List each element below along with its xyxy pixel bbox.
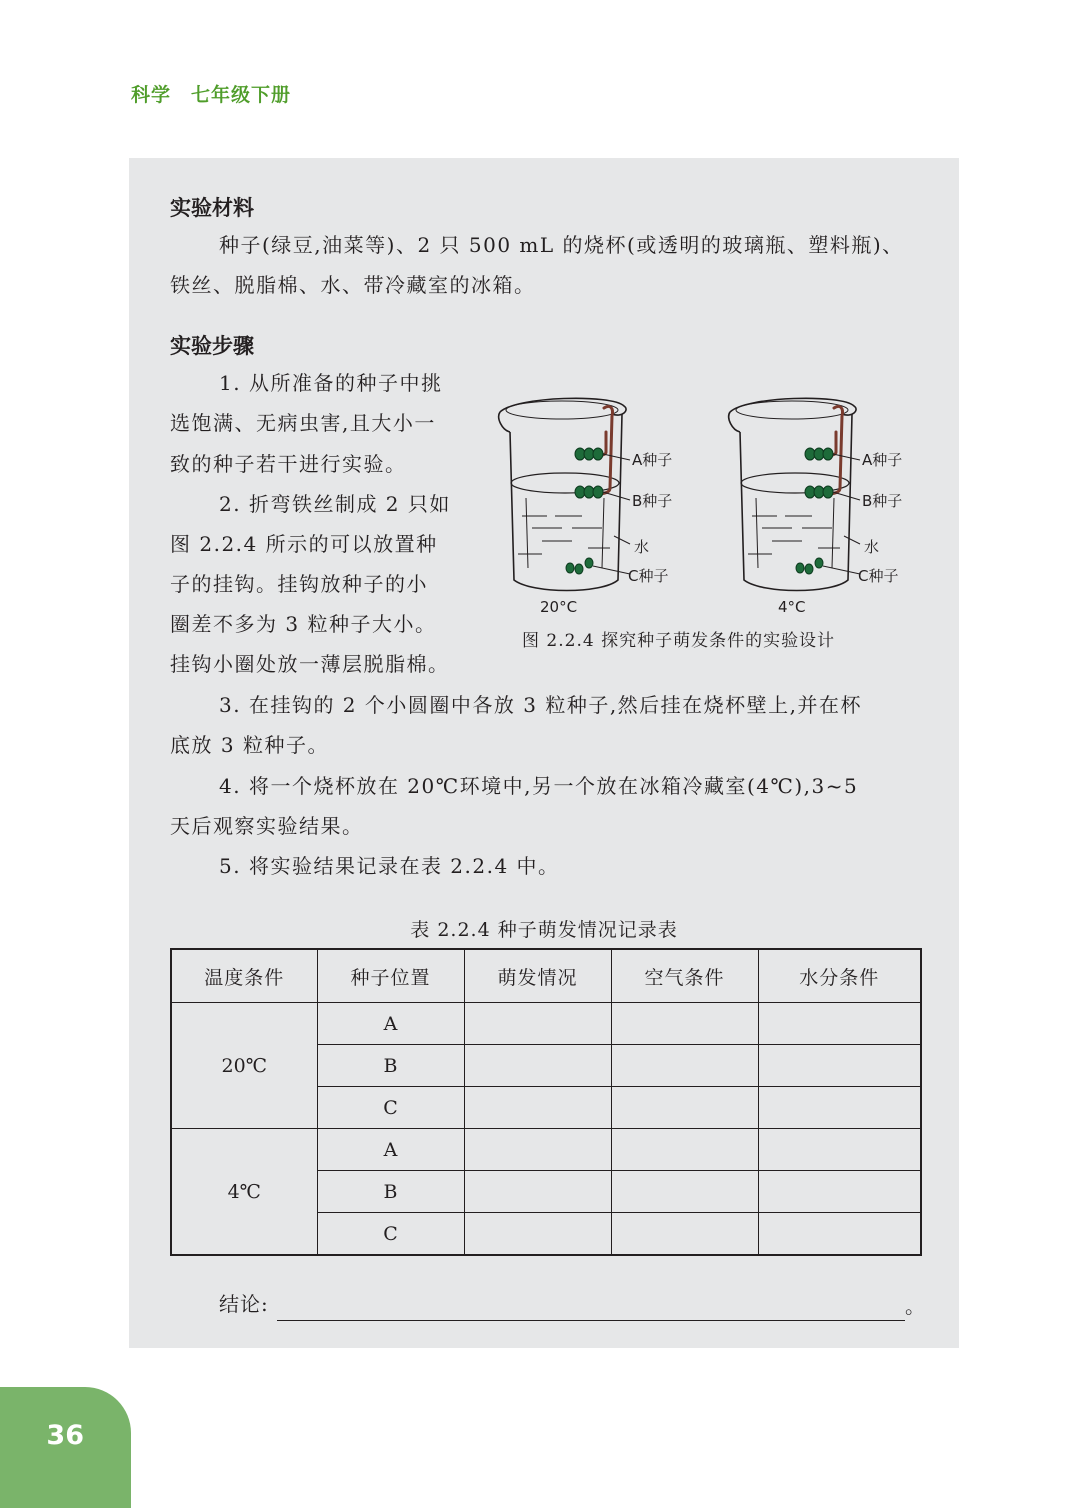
blank-cell[interactable]: [611, 1213, 758, 1256]
blank-cell[interactable]: [758, 1171, 921, 1213]
blank-cell[interactable]: [464, 1171, 611, 1213]
blank-cell[interactable]: [611, 1003, 758, 1045]
label-b-right: B种子: [862, 492, 903, 510]
running-header: [131, 80, 291, 107]
label-c-left: C种子: [628, 567, 669, 585]
seeds-left: [566, 448, 603, 574]
position-cell: B: [317, 1171, 464, 1213]
step5-line: 5. 将实验结果记录在表 2.2.4 中。: [219, 854, 560, 878]
blank-cell[interactable]: [611, 1087, 758, 1129]
seed-c: [585, 558, 593, 568]
blank-cell[interactable]: [611, 1129, 758, 1171]
blank-cell[interactable]: [464, 1045, 611, 1087]
position-cell: C: [317, 1213, 464, 1256]
seeds-right: [796, 448, 833, 574]
step2-line-1: 2. 折弯铁丝制成 2 只如: [219, 492, 451, 516]
page-number-tab: [0, 1387, 131, 1508]
beaker-right: [729, 398, 856, 590]
beaker-left-inner-rim: [506, 401, 618, 419]
header-temperature: 温度条件: [171, 949, 317, 1003]
blank-cell[interactable]: [758, 1003, 921, 1045]
blank-cell[interactable]: [464, 1003, 611, 1045]
steps-heading: 实验步骤: [170, 334, 254, 358]
position-cell: B: [317, 1045, 464, 1087]
step2-line-4: 圈差不多为 3 粒种子大小。: [170, 612, 437, 636]
step2-line-5: 挂钩小圈处放一薄层脱脂棉。: [170, 652, 450, 676]
blank-cell[interactable]: [758, 1045, 921, 1087]
step2-line-3: 子的挂钩。挂钩放种子的小: [170, 572, 428, 596]
label-a-right: A种子: [862, 451, 903, 469]
step2-line-2: 图 2.2.4 所示的可以放置种: [170, 532, 438, 556]
seed-a: [593, 448, 603, 460]
materials-line-2: 铁丝、脱脂棉、水、带冷藏室的冰箱。: [170, 273, 536, 297]
position-cell: A: [317, 1129, 464, 1171]
beaker-left-spout: [499, 412, 510, 432]
conclusion-blank-line[interactable]: [277, 1320, 905, 1321]
beaker-figure: [492, 388, 932, 650]
blank-cell[interactable]: [464, 1129, 611, 1171]
label-water-right: 水: [864, 538, 880, 556]
seed-c: [575, 564, 583, 574]
label-c-right: C种子: [858, 567, 899, 585]
experiment-panel: [129, 158, 959, 1348]
seed-b: [593, 486, 603, 498]
header-germination: 萌发情况: [464, 949, 611, 1003]
seed-c: [566, 563, 574, 573]
label-a-left: A种子: [632, 451, 673, 469]
header-position: 种子位置: [317, 949, 464, 1003]
step1-line-2: 选饱满、无病虫害,且大小一: [170, 411, 436, 435]
blank-cell[interactable]: [464, 1213, 611, 1256]
beaker-left: [499, 398, 626, 590]
table-row: [171, 1003, 921, 1045]
header-air: 空气条件: [611, 949, 758, 1003]
position-cell: C: [317, 1087, 464, 1129]
temp-cell-20: 20℃: [171, 1003, 317, 1129]
position-cell: A: [317, 1003, 464, 1045]
temp-label-right: 4°C: [778, 598, 806, 616]
header-water: 水分条件: [758, 949, 921, 1003]
conclusion-period: 。: [905, 1294, 925, 1318]
table-caption: 表 2.2.4 种子萌发情况记录表: [410, 919, 678, 941]
glass-highlight: [602, 498, 604, 568]
step1-line-3: 致的种子若干进行实验。: [170, 452, 407, 476]
temp-label-left: 20°C: [540, 598, 578, 616]
step4-line-1: 4. 将一个烧杯放在 20℃环境中,另一个放在冰箱冷藏室(4℃),3~5: [219, 774, 859, 798]
table-header-row: [171, 949, 921, 1003]
blank-cell[interactable]: [758, 1129, 921, 1171]
step3-line-1: 3. 在挂钩的 2 个小圆圈中各放 3 粒种子,然后挂在烧杯壁上,并在杯: [219, 693, 863, 717]
figure-caption: 图 2.2.4 探究种子萌发条件的实验设计: [522, 631, 836, 651]
blank-cell[interactable]: [464, 1087, 611, 1129]
header-subject: 科学: [131, 84, 172, 106]
conclusion-label: 结论:: [219, 1292, 269, 1316]
materials-heading: 实验材料: [170, 196, 254, 220]
label-b-left: B种子: [632, 492, 673, 510]
step3-line-2: 底放 3 粒种子。: [170, 733, 329, 757]
temp-cell-4: 4℃: [171, 1129, 317, 1256]
blank-cell[interactable]: [611, 1171, 758, 1213]
page-number: 36: [46, 1420, 84, 1451]
record-table: [170, 948, 922, 1256]
blank-cell[interactable]: [758, 1213, 921, 1256]
glass-highlight: [526, 498, 528, 568]
materials-line-1: 种子(绿豆,油菜等)、2 只 500 mL 的烧杯(或透明的玻璃瓶、塑料瓶)、: [219, 233, 904, 257]
step4-line-2: 天后观察实验结果。: [170, 814, 364, 838]
blank-cell[interactable]: [758, 1087, 921, 1129]
blank-cell[interactable]: [611, 1045, 758, 1087]
table-row: [171, 1129, 921, 1171]
label-water-left: 水: [634, 538, 650, 556]
step1-line-1: 1. 从所准备的种子中挑: [219, 371, 443, 395]
header-grade: 七年级下册: [191, 84, 292, 106]
